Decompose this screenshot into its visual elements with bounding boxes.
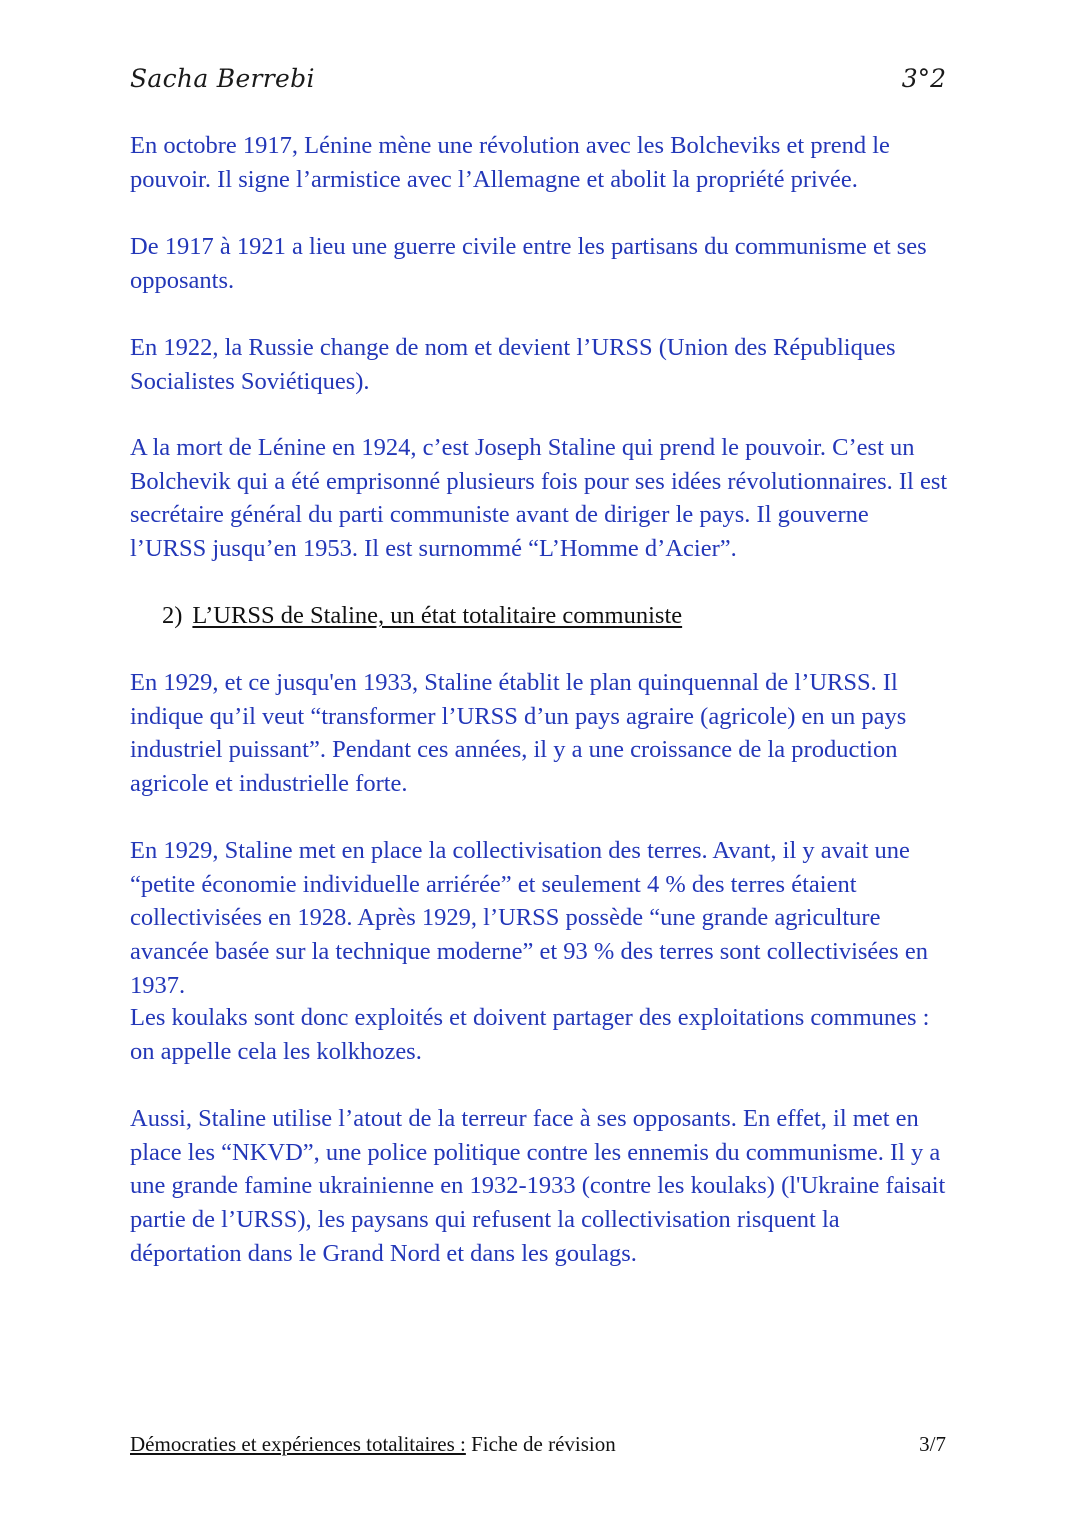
paragraph-plan-quinquennal: En 1929, et ce jusqu'en 1933, Staline établit le plan quinquennal de l’URSS. Il indique qu’il veut “transformer l’URSS d’un pays agraire (agricole) en un pays industriel puissant”. Pendant ces années, il y a une croissance de la production agricole et industrielle forte. (130, 669, 907, 798)
section-title: L’URSS de Staline, un état totalitaire communiste (192, 602, 683, 629)
paragraph-civil-war: De 1917 à 1921 a lieu une guerre civile entre les partisans du communisme et ses opposants. (130, 233, 927, 294)
paragraph-revolution-1917: En octobre 1917, Lénine mène une révolution avec les Bolcheviks et prend le pouvoir. Il signe l’armistice avec l’Allemagne et abolit la propriété privée. (130, 132, 890, 193)
footer-label: Fiche de révision (471, 1432, 616, 1456)
paragraph-urss-1922: En 1922, la Russie change de nom et devient l’URSS (Union des Républiques Socialistes Soviétiques). (130, 334, 896, 395)
class-label: 3°2 (901, 64, 946, 93)
paragraph-terreur: Aussi, Staline utilise l’atout de la terreur face à ses opposants. En effet, il met en place les “NKVD”, une police politique contre les ennemis du communisme. Il y a une grande famine ukrainienne en 1932-1933 (contre les koulaks) (l'Ukraine faisait partie de l’URSS), les paysans qui refusent la collectivisation risquent la déportation dans le Grand Nord et dans les goulags. (130, 1105, 946, 1267)
section-number: 2) (162, 602, 183, 629)
section-heading (162, 599, 682, 632)
paragraph-koulaks: Les koulaks sont donc exploités et doivent partager des exploitations communes : on appelle cela les kolkhozes. (130, 1004, 930, 1065)
page-number: 3/7 (919, 1432, 946, 1456)
paragraph-staline-power: A la mort de Lénine en 1924, c’est Joseph Staline qui prend le pouvoir. C’est un Bolchevik qui a été emprisonné plusieurs fois pour ses idées révolutionnaires. Il est secrétaire général du parti communiste avant de diriger le pays. Il gouverne l’URSS jusqu’en 1953. Il est surnommé “L’Homme d’Acier”. (130, 434, 948, 563)
author-name: Sacha Berrebi (130, 64, 315, 93)
footer-topic: Démocraties et expériences totalitaires : (130, 1432, 466, 1456)
paragraph-collectivisation: En 1929, Staline met en place la collectivisation des terres. Avant, il y avait une “petite économie individuelle arriérée” et seulement 4 % des terres étaient collectivisées en 1928. Après 1929, l’URSS possède “une grande agriculture avancée basée sur la technique moderne” et 93 % des terres sont collectivisées en 1937. (130, 837, 928, 999)
footer (130, 1432, 616, 1457)
